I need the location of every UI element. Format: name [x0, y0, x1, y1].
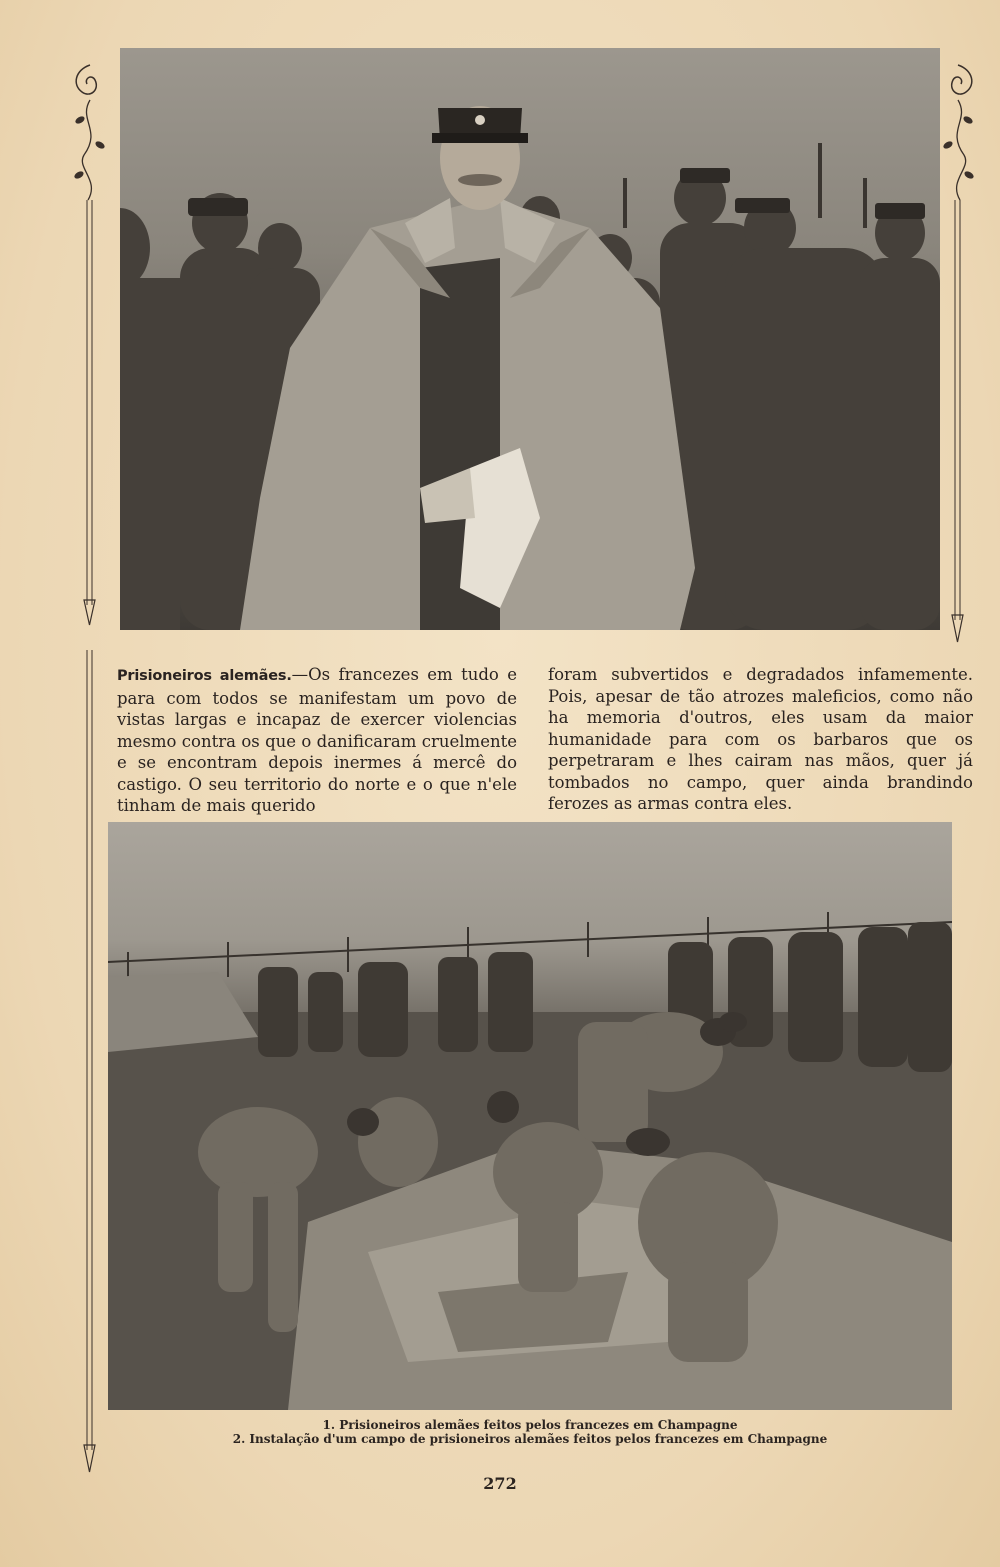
article-column-2: [548, 664, 973, 813]
left-ornamental-border: [70, 60, 110, 1480]
photo-german-prisoners-portrait: [120, 48, 940, 630]
photo-captions: [108, 1418, 952, 1446]
caption-photo-1: 1. Prisioneiros alemães feitos pelos francezes em Champagne: [322, 1418, 738, 1432]
article-lead-heading: Prisioneiros alemães.: [117, 668, 292, 684]
prisoner-portrait-illustration: [120, 48, 940, 630]
article-column-1-text: —Os francezes em tudo e para com todos se manifestam um povo de vistas largas e incapaz de exercer violencias mesmo contra os que o danificaram cruelmente e se encontram depois inermes á mercê do castigo. O seu territorio do norte e o que n'ele tinham de mais querido: [117, 665, 517, 815]
caption-photo-2: 2. Instalação d'um campo de prisioneiros alemães feitos pelos francezes em Champagne: [232, 1432, 828, 1446]
left-vine-ornament-icon: [70, 60, 110, 1480]
page-number: 272: [483, 1474, 517, 1493]
photo-prisoner-camp-installation: [108, 822, 952, 1410]
article-column-1: [117, 664, 517, 815]
article-column-2-text: foram subvertidos e degradados infamemente. Pois, apesar de tão atrozes maleficios, como não ha memoria d'outros, eles usam da maior humanidade para com os barbaros que os perpetraram e lhes cairam nas mãos, quer já tombados no campo, quer ainda brandindo ferozes as armas contra eles.: [548, 665, 973, 813]
prisoner-camp-illustration: [108, 822, 952, 1410]
